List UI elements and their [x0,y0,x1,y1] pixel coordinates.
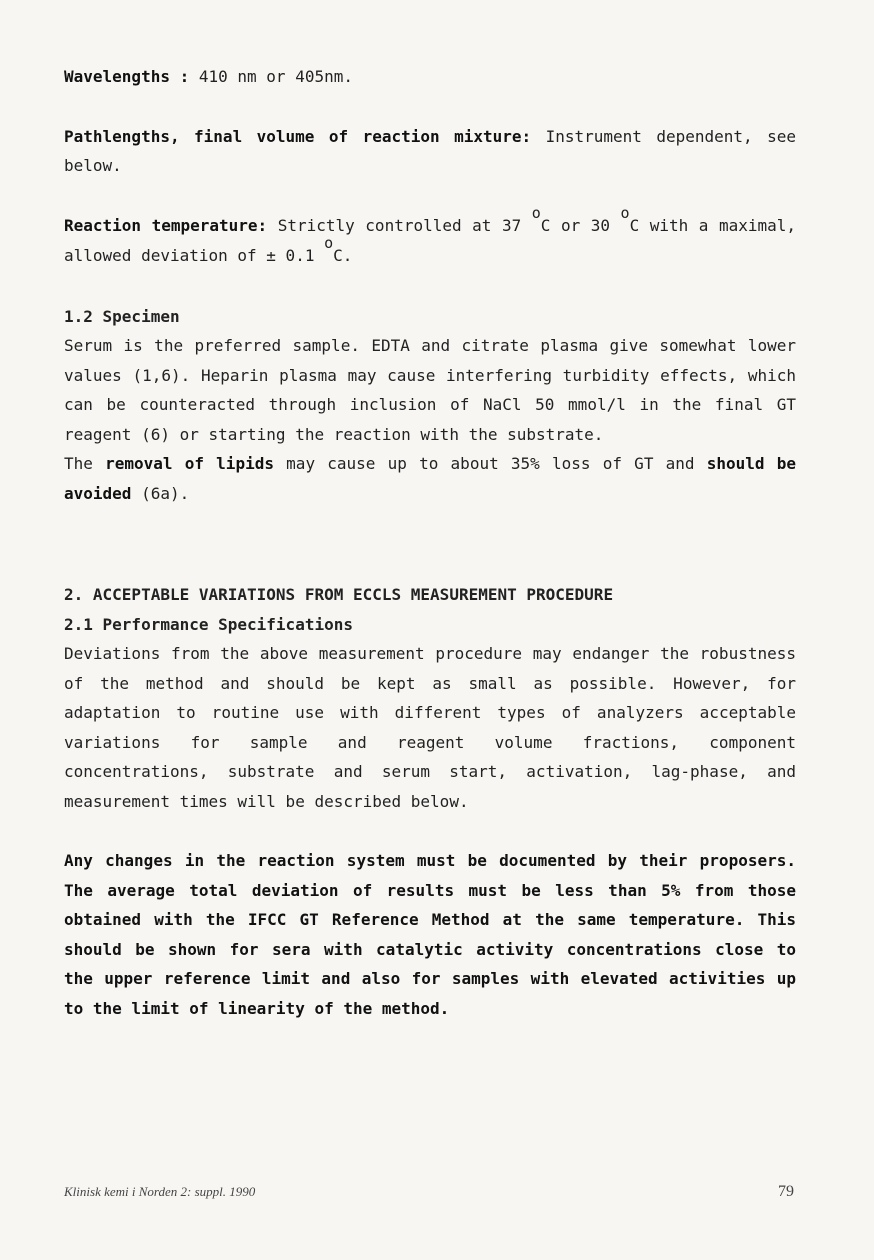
specimen-p2-text-c: may cause up to about 35% loss of GT and [273,454,707,473]
specimen-heading: 1.2 Specimen [64,306,180,326]
temperature-text-4: C. [333,246,353,265]
temperature-label: Reaction temperature: [64,215,268,235]
performance-specifications-heading: 2.1 Performance Specifications [64,614,353,634]
temperature-text-2: C or 30 [540,215,621,235]
specimen-paragraph-2 [64,449,796,508]
journal-citation: Klinisk kemi i Norden 2: suppl. 1990 [64,1184,256,1199]
wavelengths-label: Wavelengths : [64,67,190,86]
specimen-p2-text-e: (6a). [131,483,190,503]
temperature-line [64,203,797,272]
pathlengths-text: Instrument dependent, see below. [64,126,797,175]
section-2-heading: 2. ACCEPTABLE VARIATIONS FROM ECCLS MEASUREMENT PROCEDURE [64,585,614,604]
wavelengths-text: 410 nm or 405nm. [189,67,353,86]
removal-of-lipids: removal of lipids [105,454,274,473]
degree-mark-3: o [324,234,334,252]
pathlengths-line [64,122,796,181]
performance-paragraph-2: Any changes in the reaction system must be documented by their proposers. The average total deviation of results must be less than 5% from those obtained with the IFCC GT Reference Method at the same temperature. This should be shown for sera with catalytic activity concentrations close to the upper reference limit and also for samples with elevated activities up to the limit of linearity of the method. [64,851,796,1018]
temperature-text-1: Strictly controlled at 37 [267,215,532,235]
should-be-avoided: should be avoided [64,454,797,503]
document-body [64,62,796,1023]
specimen-paragraph-1: Serum is the preferred sample. EDTA and citrate plasma give somewhat lower values (1,6). Heparin plasma may cause interfering turbidity effects, which can be counteracted through inclusion of NaCl 50 mmol/l in the final GT reagent (6) or starting the reaction with the substrate. [64,336,796,444]
temperature-text-3: C with a maximal, allowed deviation of ± 0.1 [64,215,797,265]
specimen-p2-text-a: The [64,454,106,473]
pathlengths-label: Pathlengths, final volume of reaction mixture: [64,126,532,146]
wavelengths-line [64,62,796,92]
degree-mark-1: o [531,203,541,222]
degree-mark-2: o [620,203,630,222]
page-footer [64,1183,796,1201]
performance-paragraph-1: Deviations from the above measurement procedure may endanger the robustness of the method and should be kept as small as possible. However, for adaptation to routine use with different types of analyzers acceptable variations for sample and reagent volume fractions, component concentrations, substrate and serum start, activation, lag-phase, and measurement times will be described below. [64,644,796,811]
page-number: 79 [778,1183,794,1200]
section-gap [64,508,796,580]
